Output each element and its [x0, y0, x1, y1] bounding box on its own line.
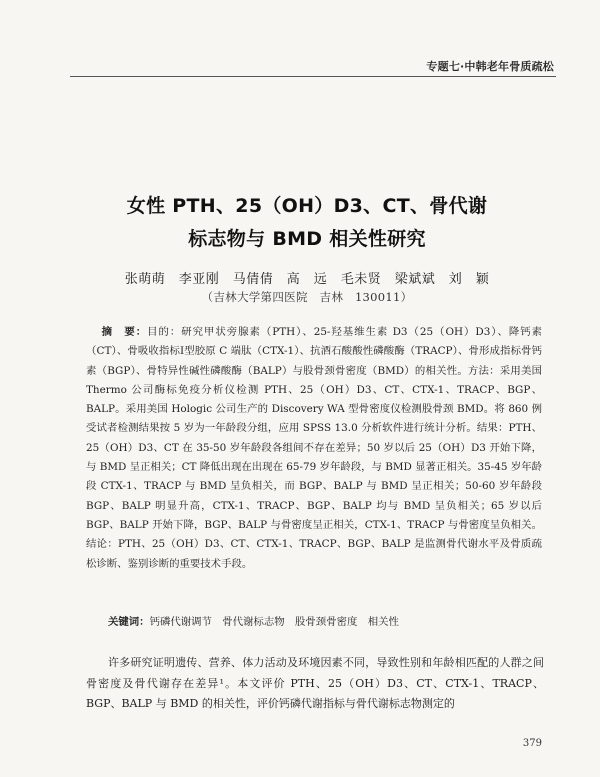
title-line-2: 标志物与 BMD 相关性研究 [188, 228, 426, 250]
abstract [86, 323, 542, 574]
abstract-text: 目的：研究甲状旁腺素（PTH）、25-羟基维生素 D3（25（OH）D3）、降钙素（CT）、骨吸收指标Ⅰ型胶原 C 端肽（CTX-1）、抗酒石酸酸性磷酸酶（TRACP）、骨形成指标骨钙素（BGP）、骨特异性碱性磷酸酶（BALP）与股骨颈骨密度（BMD）的相关性。方法：采用美国 Thermo 公司酶标免疫分析仪检测 PTH、25（OH）D3、CT、CTX-1、TRACP、BGP、BALP。采用美国 Hologic 公司生产的 Discovery WA 型骨密度仪检测股骨颈 BMD。将 860 例受试者检测结果按 5 岁为一年龄段分组，应用 SPSS 13.0 分析软件进行统计分析。结果：PTH、25（OH）D3、CT 在 35-50 岁年龄段各组间不存在差异；50 岁以后 25（OH）D3 开始下降，与 BMD 呈正相关；CT 降低出现在出现在 65-79 岁年龄段，与 BMD 显著正相关。35-45 岁年龄段 CTX-1、TRACP 与 BMD 呈负相关，而 BGP、BALP 与 BMD 呈正相关；50-60 岁年龄段 BGP、BALP 明显升高，CTX-1、TRACP、BGP、BALP 均与 BMD 呈负相关；65 岁以后 BGP、BALP 开始下降，BGP、BALP 与骨密度呈正相关，CTX-1、TRACP 与骨密度呈负相关。结论：PTH、25（OH）D3、CT、CTX-1、TRACP、BGP、BALP 是监测骨代谢水平及骨质疏松诊断、鉴别诊断的重要技术手段。 [86, 326, 542, 570]
keywords-text: 钙磷代谢调节 骨代谢标志物 股骨颈骨密度 相关性 [149, 616, 399, 628]
author-list: 张萌萌 李亚刚 马倩倩 高 远 毛未贤 梁斌斌 刘 颖 [124, 272, 490, 287]
title-line-1: 女性 PTH、25（OH）D3、CT、骨代谢 [126, 195, 488, 217]
affiliation: （吉林大学第四医院 吉林 130011） [201, 290, 413, 304]
header-rule [70, 76, 556, 77]
keywords-label: 关键词： [108, 616, 150, 628]
body-paragraph: 许多研究证明遗传、营养、体力活动及环境因素不同，导致性别和年龄相匹配的人群之间骨密度及骨代谢存在差异¹。本文评价 PTH、25（OH）D3、CT、CTX-1、TRACP、BGP、BALP 与 BMD 的相关性，评价钙磷代谢指标与骨代谢标志物测定的 [86, 656, 544, 710]
abstract-label: 摘 要： [101, 326, 148, 338]
page-number: 379 [522, 738, 542, 749]
running-head: 专题七·中韩老年骨质疏松 [426, 60, 554, 73]
keywords [108, 613, 542, 632]
paper-title [70, 190, 544, 256]
